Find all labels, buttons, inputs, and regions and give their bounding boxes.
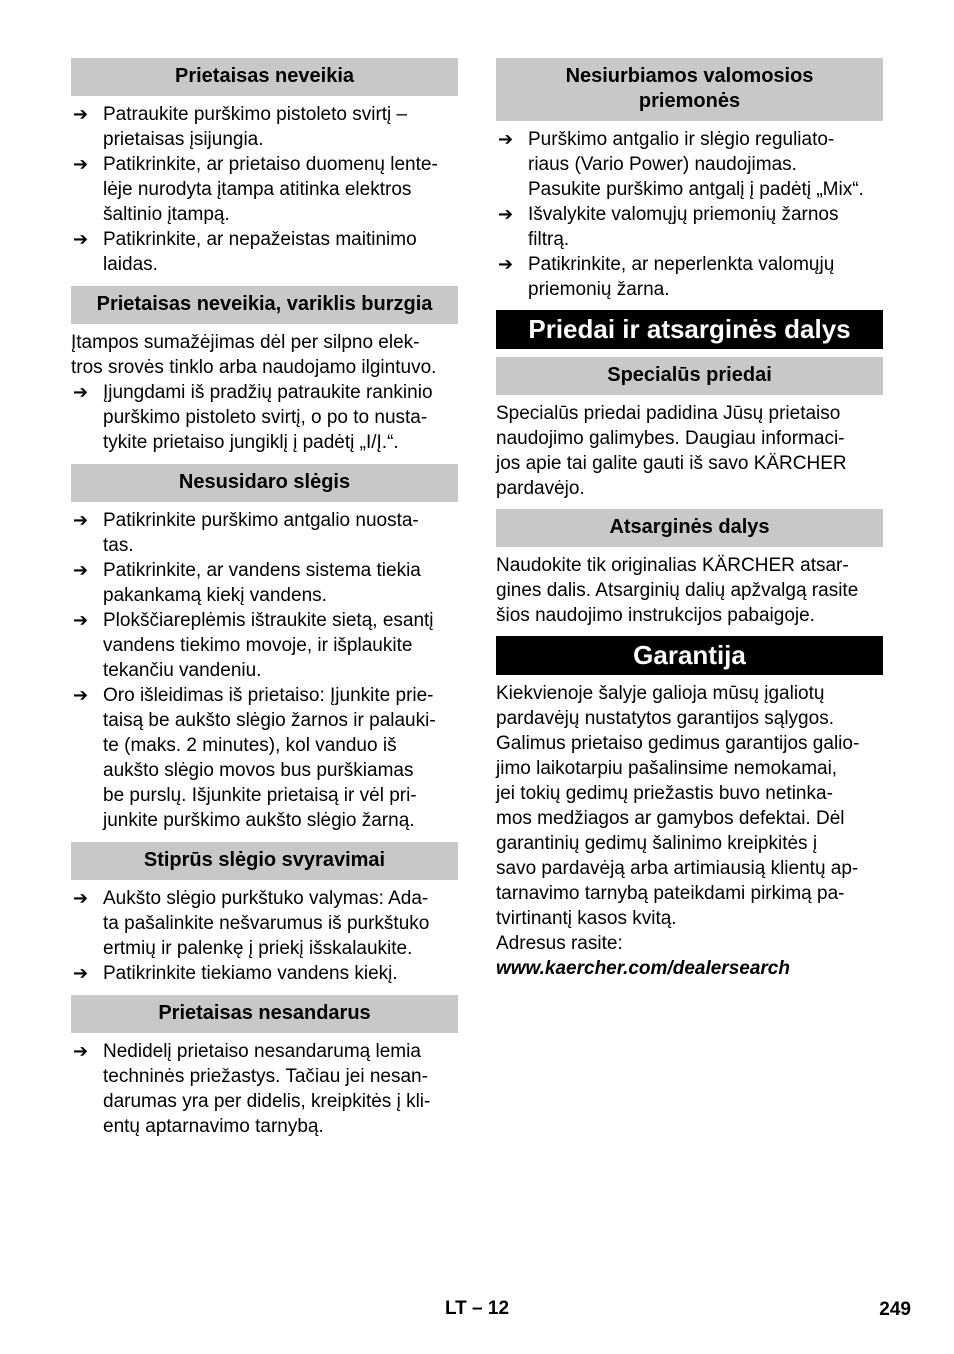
- chapter-heading: Garantija: [496, 636, 883, 675]
- list-item: ➔ Purškimo antgalio ir slėgio reguliato- riaus (Vario Power) naudojimas. Pasukite purškimo antgalį į padėtį „Mix“.: [498, 129, 864, 200]
- arrow-right-icon: ➔: [73, 560, 89, 580]
- section-heading: Specialūs priedai: [496, 357, 883, 395]
- section-body: [71, 330, 458, 455]
- left-column: [71, 58, 458, 1139]
- section-heading: Nesusidaro slėgis: [71, 464, 458, 502]
- spacer: [496, 349, 883, 357]
- spacer: [496, 501, 883, 509]
- spacer: [71, 986, 458, 995]
- chapter-heading: Priedai ir atsarginės dalys: [496, 310, 883, 349]
- list-item: ➔ Plokščiareplėmis ištraukite sietą, esantį vandens tiekimo movoje, ir išplaukite tekančiu vandeniu.: [73, 610, 434, 681]
- paragraph: Kiekvienoje šalyje galioja mūsų įgaliotų pardavėjų nustatytos garantijos sąlygos. Galimus prietaiso gedimus garantijos galio- jimo laikotarpiu pašalinsime nemokamai, jei tokių gedimų priežastis buvo netinka- mos medžiagos ar gamybos defektai. Dėl garantinių gedimų šalinimo kreipkitės į savo pardavėją arba artimiausią klientų ap- tarnavimo tarnybą pateikdami pirkimą pa- tvirtinantį kasos kvitą. Adresus rasite:: [496, 683, 860, 954]
- bullet-list: [71, 886, 458, 986]
- arrow-right-icon: ➔: [498, 254, 514, 274]
- section-heading: Stiprūs slėgio svyravimai: [71, 842, 458, 880]
- bullet-list: [71, 102, 458, 277]
- list-item: ➔ Patikrinkite purškimo antgalio nuosta- tas.: [73, 510, 419, 556]
- list-item: ➔ Patikrinkite, ar vandens sistema tiekia pakankamą kiekį vandens.: [73, 560, 421, 606]
- arrow-right-icon: ➔: [73, 154, 89, 174]
- spacer: [71, 455, 458, 464]
- arrow-right-icon: ➔: [73, 685, 89, 705]
- right-column: [496, 58, 883, 981]
- spacer: [496, 628, 883, 636]
- arrow-right-icon: ➔: [73, 888, 89, 908]
- list-item: ➔ Nedidelį prietaiso nesandarumą lemia techninės priežastys. Tačiau jei nesan- darumas yra per didelis, kreipkitės į kli- entų aptarnavimo tarnybą.: [73, 1041, 431, 1137]
- section-heading: Prietaisas nesandarus: [71, 995, 458, 1033]
- page-number: 249: [879, 1299, 911, 1320]
- list-item: ➔ Patikrinkite, ar prietaiso duomenų lente- lėje nurodyta įtampa atitinka elektros šaltinio įtampą.: [73, 154, 438, 225]
- list-item: ➔ Patikrinkite tiekiamo vandens kiekį.: [73, 963, 398, 984]
- section-heading: Prietaisas neveikia: [71, 58, 458, 96]
- list-item: ➔ Įjungdami iš pradžių patraukite rankinio purškimo pistoleto svirtį, o po to nusta- tykite prietaiso jungiklį į padėtį „I/Į.“.: [73, 382, 433, 453]
- section-heading: Nesiurbiamos valomosios priemonės: [496, 58, 883, 121]
- bullet-list: [496, 127, 883, 302]
- list-item: ➔ Patikrinkite, ar nepažeistas maitinimo laidas.: [73, 229, 417, 275]
- spacer: [496, 302, 883, 310]
- paragraph: Specialūs priedai padidina Jūsų prietaiso naudojimo galimybes. Daugiau informaci- jos apie tai galite gauti iš savo KÄRCHER pardavėjo.: [496, 403, 847, 499]
- spacer: [71, 833, 458, 842]
- arrow-right-icon: ➔: [73, 382, 89, 402]
- bullet-list: [71, 508, 458, 833]
- list-item: ➔ Patraukite purškimo pistoleto svirtį – prietaisas įsijungia.: [73, 104, 408, 150]
- arrow-right-icon: ➔: [498, 129, 514, 149]
- paragraph: Įtampos sumažėjimas dėl per silpno elek- tros srovės tinklo arba naudojamo ilgintuvo.: [71, 332, 437, 378]
- arrow-right-icon: ➔: [73, 104, 89, 124]
- dealer-search-link[interactable]: www.kaercher.com/dealersearch: [496, 958, 790, 979]
- footer-section-label: LT – 12: [444, 1298, 510, 1319]
- arrow-right-icon: ➔: [73, 610, 89, 630]
- section-heading: Atsarginės dalys: [496, 509, 883, 547]
- arrow-right-icon: ➔: [73, 510, 89, 530]
- paragraph: Naudokite tik originalias KÄRCHER atsar- gines dalis. Atsarginių dalių apžvalgą rasite šios naudojimo instrukcijos pabaigoje.: [496, 555, 859, 626]
- arrow-right-icon: ➔: [73, 1041, 89, 1061]
- bullet-list: [71, 1039, 458, 1139]
- list-item: ➔ Oro išleidimas iš prietaiso: Įjunkite prie- taisą be aukšto slėgio žarnos ir palauki- te (maks. 2 minutes), kol vanduo iš aukšto slėgio movos bus purškiamas be purslų. Išjunkite prietaisą ir vėl pri- junkite purškimo aukšto slėgio žarną.: [73, 685, 436, 831]
- list-item: ➔ Aukšto slėgio purkštuko valymas: Ada- ta pašalinkite nešvarumus iš purkštuko ertmių ir palenkę į priekį išskalaukite.: [73, 888, 430, 959]
- list-item: ➔ Patikrinkite, ar neperlenkta valomųjų priemonių žarna.: [498, 254, 835, 300]
- arrow-right-icon: ➔: [73, 963, 89, 983]
- section-heading: Prietaisas neveikia, variklis burzgia: [71, 286, 458, 324]
- spacer: [71, 277, 458, 286]
- arrow-right-icon: ➔: [498, 204, 514, 224]
- arrow-right-icon: ➔: [73, 229, 89, 249]
- list-item: ➔ Išvalykite valomųjų priemonių žarnos filtrą.: [498, 204, 839, 250]
